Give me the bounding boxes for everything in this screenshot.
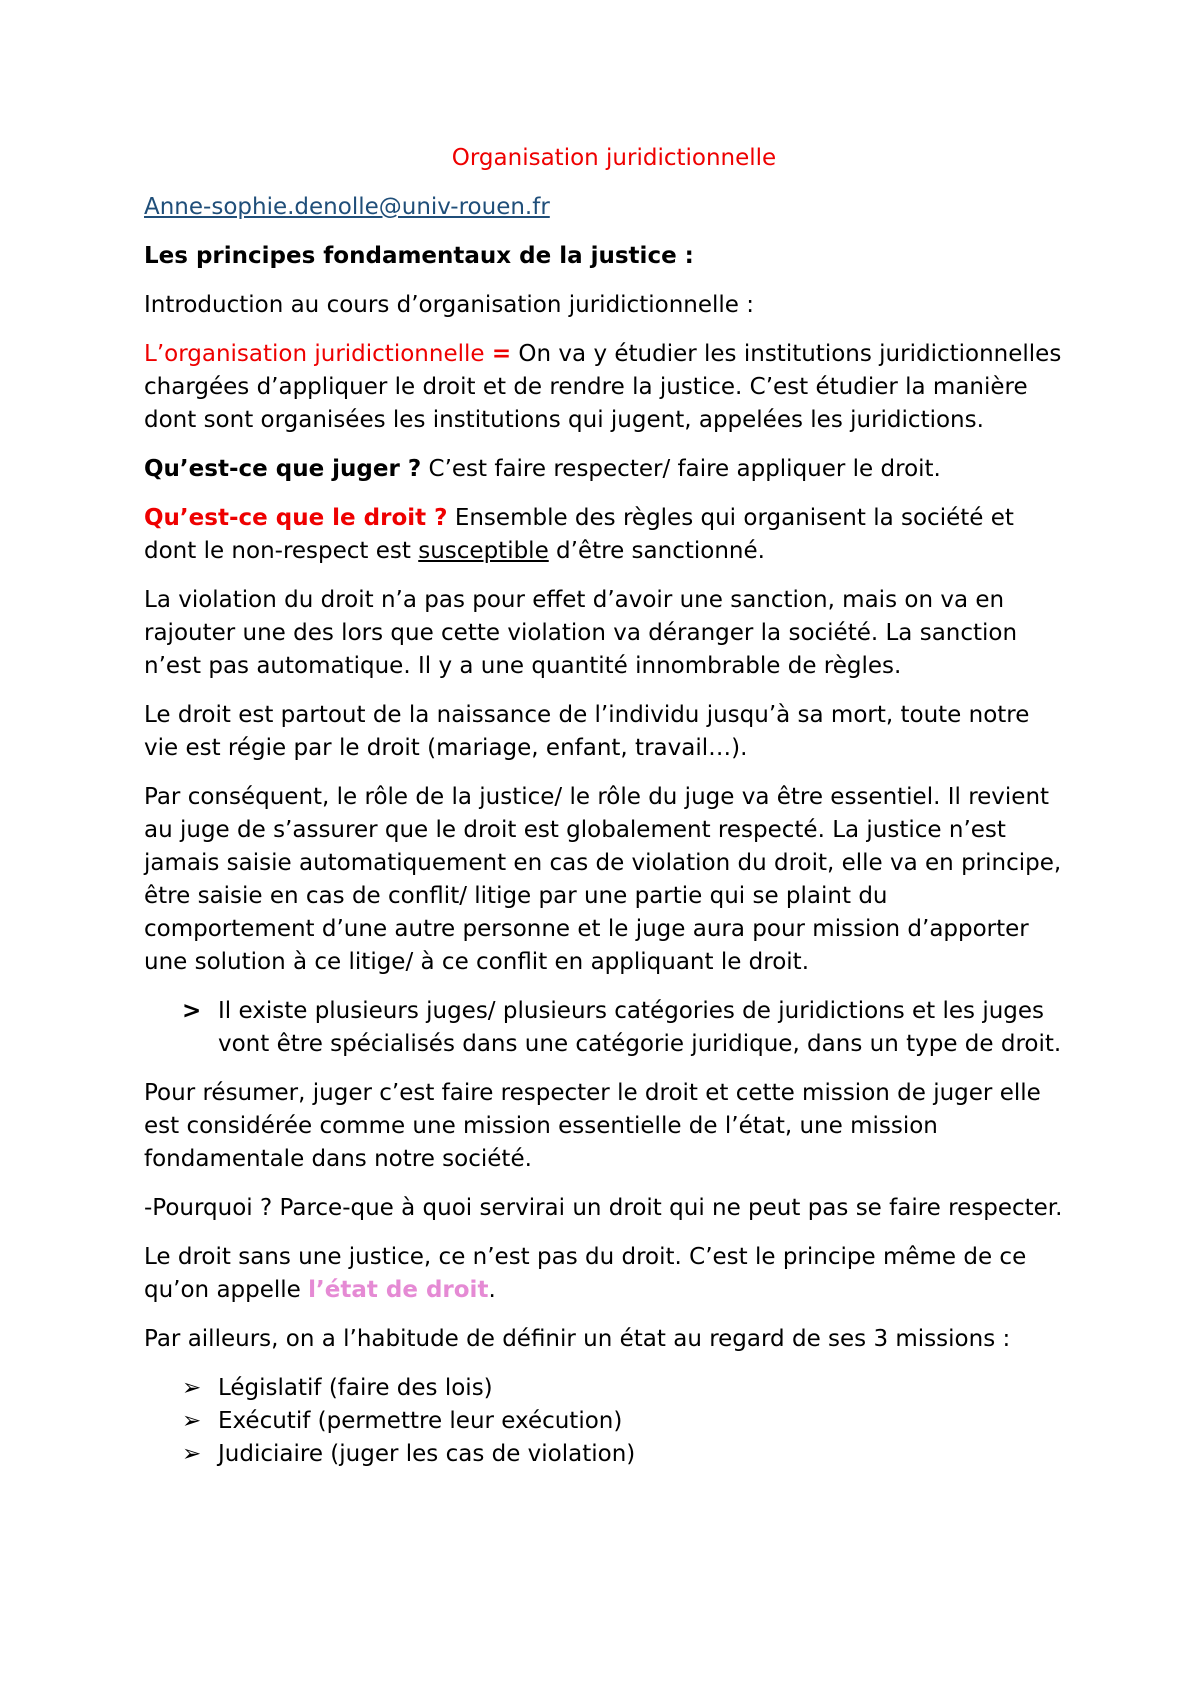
document-body xyxy=(144,142,1064,1487)
mission-legislatif: Législatif (faire des lois) xyxy=(218,1375,493,1401)
mission-judiciaire: Judiciaire (juger les cas de violation) xyxy=(218,1441,636,1467)
etat-text-b: . xyxy=(488,1277,496,1303)
list-item xyxy=(144,1405,1064,1438)
missions-list xyxy=(144,1372,1064,1471)
arrowhead-bullet-icon: ➢ xyxy=(182,1408,202,1434)
etat-text-a: Le droit sans une justice, ce n’est pas du droit. C’est le principe même de ce qu’on appelle xyxy=(144,1244,1027,1303)
etat-de-droit-highlight: l’état de droit xyxy=(308,1277,489,1303)
definition-organisation-text: On va y étudier les institutions juridictionnelles chargées d’appliquer le droit et de rendre la justice. C’est étudier la manière dont sont organisées les institutions qui jugent, appelées les juridictions. xyxy=(144,341,1062,433)
question-juger-label: Qu’est-ce que juger ? xyxy=(144,456,422,482)
section-heading: Les principes fondamentaux de la justice : xyxy=(144,243,694,269)
paragraph-etat-de-droit xyxy=(144,1241,1064,1307)
list-item-text: Il existe plusieurs juges/ plusieurs catégories de juridictions et les juges vont être spécialisés dans une catégorie juridique, dans un type de droit. xyxy=(218,998,1062,1057)
list-item xyxy=(144,1438,1064,1471)
arrow-bullet-icon: > xyxy=(182,998,202,1024)
paragraph-pourquoi: -Pourquoi ? Parce-que à quoi servirai un droit qui ne peut pas se faire respecter. xyxy=(144,1195,1063,1221)
paragraph-resumer: Pour résumer, juger c’est faire respecter le droit et cette mission de juger elle est considérée comme une mission essentielle de l’état, une mission fondamentale dans notre société. xyxy=(144,1080,1041,1172)
question-droit-text-b: d’être sanctionné. xyxy=(548,538,765,564)
question-droit xyxy=(144,502,1064,568)
underlined-word: susceptible xyxy=(418,538,549,564)
definition-organisation xyxy=(144,338,1064,437)
question-juger xyxy=(144,453,1064,486)
list-item xyxy=(144,995,1064,1061)
question-droit-text-a: Ensemble des règles qui organisent la société et dont le non-respect est xyxy=(144,505,1014,564)
document-title: Organisation juridictionnelle xyxy=(451,145,777,171)
term-organisation: L’organisation juridictionnelle xyxy=(144,341,485,367)
question-juger-answer: C’est faire respecter/ faire appliquer le droit. xyxy=(421,456,941,482)
equals-sign: = xyxy=(491,341,512,367)
paragraph-consequent: Par conséquent, le rôle de la justice/ le rôle du juge va être essentiel. Il revient au juge de s’assurer que le droit est globalement respecté. La justice n’est jamais saisie automatiquement en cas de violation du droit, elle va en principe, être saisie en cas de conflit/ litige par une partie qui se plaint du comportement d’une autre personne et le juge aura pour mission d’apporter une solution à ce litige/ à ce conflit en appliquant le droit. xyxy=(144,784,1062,975)
arrowhead-bullet-icon: ➢ xyxy=(182,1375,202,1401)
paragraph-violation: La violation du droit n’a pas pour effet d’avoir une sanction, mais on va en rajouter une des lors que cette violation va déranger la société. La sanction n’est pas automatique. Il y a une quantité innombrable de règles. xyxy=(144,587,1018,679)
paragraph-ailleurs: Par ailleurs, on a l’habitude de définir un état au regard de ses 3 missions : xyxy=(144,1326,1011,1352)
question-droit-label: Qu’est-ce que le droit ? xyxy=(144,505,448,531)
email-link[interactable]: Anne-sophie.denolle@univ-rouen.fr xyxy=(144,194,550,220)
intro-paragraph: Introduction au cours d’organisation juridictionnelle : xyxy=(144,292,754,318)
arrowhead-bullet-icon: ➢ xyxy=(182,1441,202,1467)
mission-executif: Exécutif (permettre leur exécution) xyxy=(218,1408,623,1434)
paragraph-partout: Le droit est partout de la naissance de l’individu jusqu’à sa mort, toute notre vie est régie par le droit (mariage, enfant, travail…). xyxy=(144,702,1030,761)
bullet-list-juges xyxy=(144,995,1064,1061)
list-item xyxy=(144,1372,1064,1405)
